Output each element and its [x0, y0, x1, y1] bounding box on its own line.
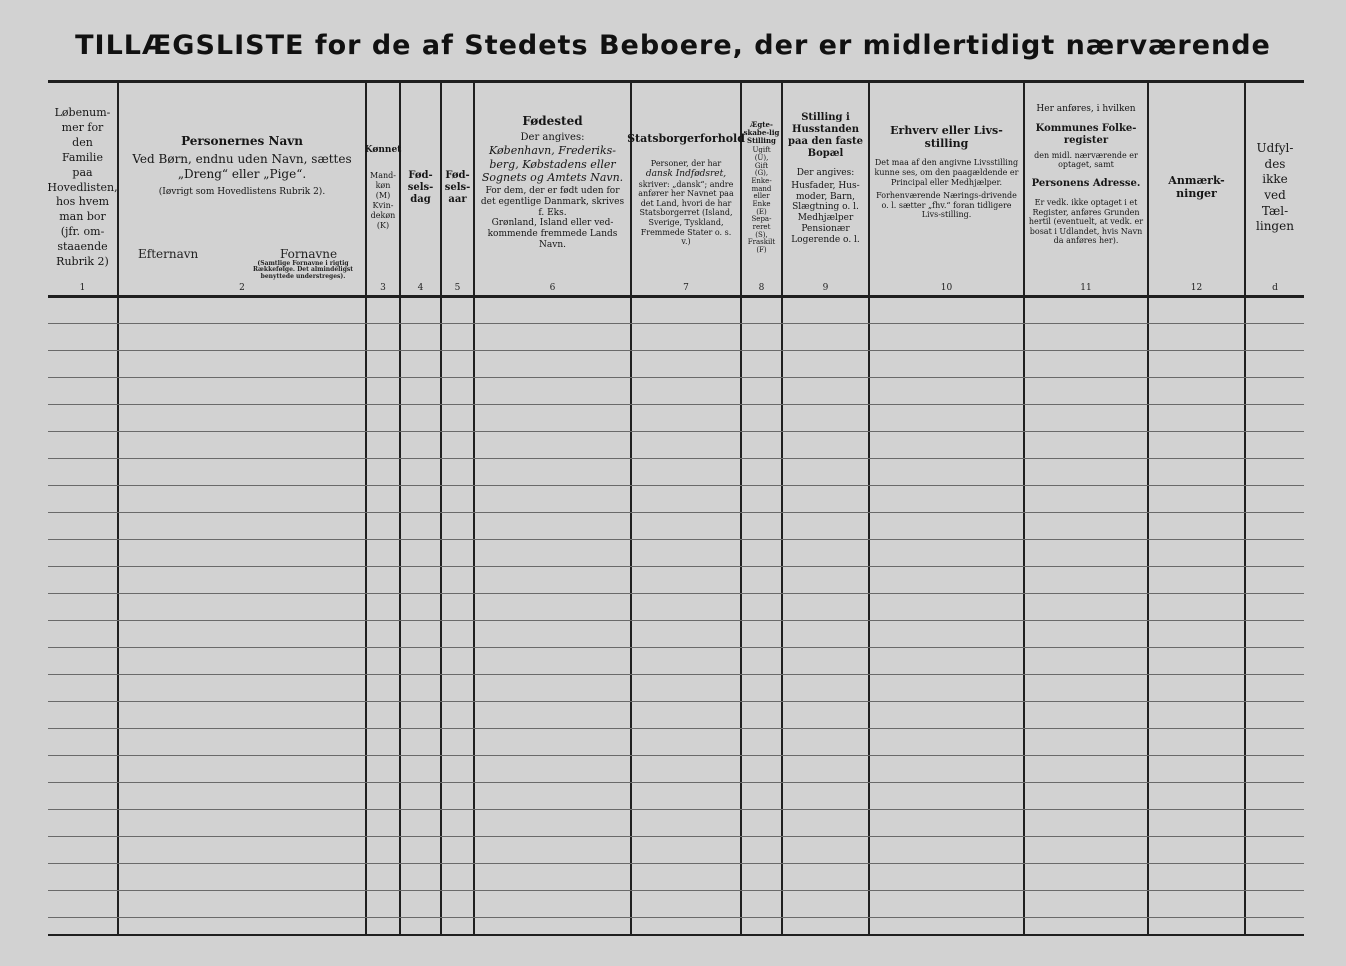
form-title: TILLÆGSLISTE for de af Stedets Beboere, der er midlertidigt nærværende: [75, 30, 1271, 61]
header-text: (E): [756, 207, 767, 216]
entry-row-line: [48, 593, 1304, 594]
entry-row-line: [48, 728, 1304, 729]
header-heading: Fødested: [522, 114, 583, 128]
entry-row-line: [48, 755, 1304, 756]
header-col-5: [442, 84, 473, 292]
header-col-7: [627, 84, 745, 264]
column-number: 11: [1080, 283, 1092, 293]
header-heading: Stilling i Husstanden paa den faste Bopæl: [788, 112, 863, 159]
header-text: eller: [753, 192, 770, 201]
header-text: Gift: [754, 161, 769, 170]
header-col-6: [475, 84, 630, 264]
header-text: Fød-: [445, 170, 470, 181]
header-text: Hovedlisten,: [47, 180, 118, 194]
entry-row-line: [48, 539, 1304, 540]
header-col-9: [783, 84, 868, 264]
entry-row-line: [48, 890, 1304, 891]
header-heading: Erhverv eller Livs-stilling: [890, 124, 1003, 151]
header-text: Ugift: [752, 146, 771, 155]
column-number: 8: [758, 283, 765, 293]
header-text: (S),: [755, 230, 768, 239]
header-text: mand: [751, 184, 772, 193]
header-heading: Kønnet: [364, 145, 402, 156]
entry-row-line: [48, 512, 1304, 513]
header-text: staaende: [57, 239, 108, 253]
entry-row-line: [48, 431, 1304, 432]
header-text: sels-: [407, 182, 434, 193]
column-number: 9: [822, 283, 829, 293]
bottom-rule: [48, 934, 1304, 936]
entry-row-line: [48, 485, 1304, 486]
header-text: Ved Børn, endnu uden Navn, sættes: [132, 152, 352, 167]
header-text: Grønland, Island eller ved-kommende fremmede Lands Navn.: [487, 218, 618, 250]
entry-row-line: [48, 350, 1304, 351]
header-text: Fraskilt: [747, 238, 776, 247]
header-text: Fød-: [408, 170, 433, 181]
header-text: (F): [756, 246, 767, 255]
column-number: 7: [683, 283, 689, 293]
header-text: Personer, der har: [650, 159, 722, 169]
entry-row-line: [48, 674, 1304, 675]
header-col-10: [870, 84, 1023, 264]
header-heading: Statsborgerforhold: [627, 132, 745, 145]
header-text: Rubrik 2): [56, 254, 109, 268]
header-text: Udfyl-: [1256, 141, 1294, 156]
header-text: skriver: „dansk“; andre anfører her Navnet paa det Land, hvori de har Statsborgerret (Island, Sverige, Tyskland, Fremmede Stater o. s. v.): [638, 179, 734, 247]
entry-row-line: [48, 701, 1304, 702]
header-text: mer for den: [61, 121, 104, 150]
header-text: Familie paa: [62, 150, 103, 179]
header-col-8: [742, 84, 781, 292]
column-number: 10: [940, 283, 953, 293]
column-number: 12: [1190, 283, 1203, 293]
column-number: 3: [380, 283, 386, 293]
entry-row-line: [48, 917, 1304, 918]
header-col-1: [48, 84, 117, 292]
entry-row-line: [48, 647, 1304, 648]
header-text: dag: [410, 194, 431, 205]
header-text: Her anføres, i hvilken: [1036, 104, 1136, 114]
header-text: For dem, der er født uden for det egentlige Danmark, skrives f. Eks.: [480, 185, 625, 218]
subheader-note: (Samtlige Fornavne i rigtig Rækkefølge. Det almindeligst benyttede understreges).: [252, 260, 354, 280]
header-text: Forhenværende Nærings-drivende o. l. sætter „fhv.“ foran tidligere Livs-stilling.: [876, 191, 1017, 220]
header-col-12: [1149, 84, 1244, 294]
header-text: sels-: [444, 182, 471, 193]
entry-row-line: [48, 863, 1304, 864]
entry-row-line: [48, 566, 1304, 567]
column-number: 6: [549, 283, 556, 293]
header-text: Løbenum-: [54, 106, 111, 120]
header-text: ved: [1264, 188, 1286, 202]
header-text: den midl. nærværende er optaget, samt: [1034, 150, 1138, 170]
header-text: reret: [752, 223, 771, 232]
header-bottom-rule: [48, 295, 1304, 298]
header-text: dekøn: [370, 210, 396, 220]
header-col-d: [1246, 84, 1304, 292]
header-col-2: [119, 84, 365, 234]
header-text: Er vedk. ikke optaget i et Register, anføres Grunden hertil (eventuelt, at vedk. er bosat i Udlandet, hvis Navn da anføres her).: [1028, 197, 1144, 246]
entry-row-line: [48, 782, 1304, 783]
header-heading: Ægte-skabe-lig Stilling: [743, 120, 780, 145]
header-col-11: [1025, 84, 1147, 284]
header-col-4: [401, 84, 440, 292]
entry-row-line: [48, 458, 1304, 459]
header-text: aar: [448, 194, 467, 205]
header-text: „Dreng“ eller „Pige“.: [177, 166, 307, 181]
header-text: lingen: [1256, 219, 1294, 234]
header-text: (G),: [754, 169, 769, 178]
header-text: (Iøvrigt som Hovedlistens Rubrik 2).: [158, 187, 326, 198]
header-heading: Anmærk-ninger: [1168, 173, 1225, 200]
header-text: Husfader, Hus-moder, Barn, Slægtning o. l. Medhjælper Pensionær Logerende o. l.: [791, 180, 860, 245]
header-text: hos hvem: [55, 195, 110, 209]
header-text: Kvin-: [372, 200, 394, 210]
entry-row-line: [48, 620, 1304, 621]
header-text: dansk Indfødsret,: [645, 168, 727, 179]
header-col-3: [364, 84, 402, 292]
top-rule: [48, 80, 1304, 83]
header-text: køn: [375, 180, 391, 190]
header-text: (jfr. om-: [60, 225, 105, 239]
column-number: 5: [454, 283, 461, 293]
header-heading: Personernes Navn: [181, 134, 303, 148]
entry-row-line: [48, 836, 1304, 837]
entry-row-line: [48, 323, 1304, 324]
subheader-fornavne: Fornavne: [280, 247, 338, 261]
header-heading: Personens Adresse.: [1031, 177, 1141, 189]
header-text: Enke: [752, 200, 771, 209]
header-text: Det maa af den angivne Livsstilling kunne ses, om den paagældende er Principal eller Medhjælper.: [874, 158, 1019, 187]
column-number: 1: [79, 283, 86, 293]
header-text: Der angives:: [796, 168, 855, 178]
header-text: Mand-: [370, 170, 396, 180]
header-text: (M): [375, 190, 391, 200]
header-text: man bor: [59, 210, 106, 224]
header-heading: Kommunes Folke-register: [1035, 122, 1137, 146]
column-number: d: [1272, 283, 1278, 293]
entry-row-line: [48, 377, 1304, 378]
header-text: Der angives:: [520, 132, 585, 144]
header-text: Enke-: [751, 176, 772, 185]
column-number: 2: [239, 283, 245, 293]
header-text: (U),: [754, 153, 769, 162]
header-text: des: [1264, 156, 1286, 171]
entry-row-line: [48, 809, 1304, 810]
entry-row-line: [48, 404, 1304, 405]
header-text: (K): [376, 220, 390, 230]
header-text: ikke: [1262, 172, 1288, 187]
subheader-efternavn: Efternavn: [138, 247, 199, 261]
column-number: 4: [417, 283, 424, 293]
header-text: København, Frederiks-berg, Købstadens eller Sognets og Amtets Navn.: [481, 144, 624, 184]
header-text: Tæl-: [1261, 203, 1289, 218]
header-text: Sepa-: [751, 215, 772, 224]
